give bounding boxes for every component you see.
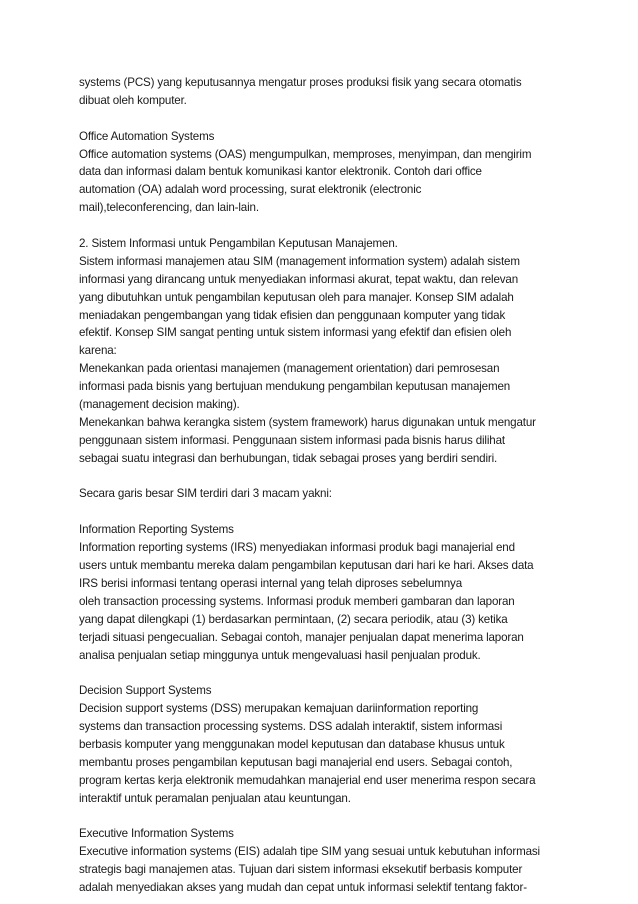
text-line: Decision support systems (DSS) merupakan kemajuan dariinformation reporting xyxy=(79,702,479,716)
irs-section xyxy=(79,521,569,664)
paragraph-gap xyxy=(79,503,569,521)
text-line: Menekankan pada orientasi manajemen (management orientation) dari pemrosesan xyxy=(79,362,500,376)
paragraph-gap xyxy=(79,808,569,826)
text-line: systems (PCS) yang keputusannya mengatur proses produksi fisik yang secara otomatis xyxy=(79,76,522,89)
paragraph-gap xyxy=(79,110,569,128)
text-line: membantu proses pengambilan keputusan bagi manajerial end users. Sebagai contoh, xyxy=(79,755,513,769)
text-line: sebagai suatu integrasi dan berhubungan, tidak sebagai proses yang berdiri sendiri. xyxy=(79,451,498,465)
sim-types-intro xyxy=(79,485,569,503)
text-line: terjadi situasi pengecualian. Sebagai contoh, manajer penjualan dapat menerima laporan xyxy=(79,630,524,644)
paragraph-gap xyxy=(79,664,569,682)
text-line: automation (OA) adalah word processing, surat elektronik (electronic xyxy=(79,183,422,197)
text-line: adalah menyediakan akses yang mudah dan cepat untuk informasi selektif tentang faktor- xyxy=(79,881,527,895)
text-line: oleh transaction processing systems. Informasi produk memberi gambaran dan laporan xyxy=(79,594,515,608)
text-line: program kertas kerja elektronik memudahkan manajerial end user menerima respon secara xyxy=(79,773,536,787)
text-line: Information Reporting Systems xyxy=(79,523,234,537)
sim-section xyxy=(79,235,569,468)
text-line: meniadakan pengembangan yang tidak efisien dan penggunaan komputer yang tidak xyxy=(79,308,506,322)
text-line: Information reporting systems (IRS) menyediakan informasi produk bagi manajerial end xyxy=(79,541,515,555)
oas-section xyxy=(79,128,569,217)
text-line: interaktif untuk peramalan penjualan atau keuntungan. xyxy=(79,791,351,805)
paragraph-gap xyxy=(79,468,569,486)
text-line: dibuat oleh komputer. xyxy=(79,93,187,107)
text-line: data dan informasi dalam bentuk komunikasi kantor elektronik. Contoh dari office xyxy=(79,165,482,179)
text-line: yang dapat dilengkapi (1) berdasarkan permintaan, (2) secara periodik, atau (3) ketika xyxy=(79,612,508,626)
text-line: informasi yang dirancang untuk menyediakan informasi akurat, tepat waktu, dan relevan xyxy=(79,272,519,286)
text-line: 2. Sistem Informasi untuk Pengambilan Keputusan Manajemen. xyxy=(79,237,398,251)
text-line: Executive information systems (EIS) adalah tipe SIM yang sesuai untuk kebutuhan informasi xyxy=(79,845,540,859)
text-line: yang dibutuhkan untuk pengambilan keputusan oleh para manajer. Konsep SIM adalah xyxy=(79,290,514,304)
text-line: Decision Support Systems xyxy=(79,684,212,698)
text-line: IRS berisi informasi tentang operasi internal yang telah diproses sebelumnya xyxy=(79,576,463,590)
text-line: users untuk membantu mereka dalam pengambilan keputusan dari hari ke hari. Akses data xyxy=(79,559,534,573)
text-line: penggunaan sistem informasi. Penggunaan sistem informasi pada bisnis harus dilihat xyxy=(79,433,505,447)
text-line: (management decision making). xyxy=(79,398,240,412)
text-line: Sistem informasi manajemen atau SIM (management information system) adalah sistem xyxy=(79,254,520,268)
document-page xyxy=(79,74,569,897)
text-line: Secara garis besar SIM terdiri dari 3 macam yakni: xyxy=(79,487,332,501)
text-line: Executive Information Systems xyxy=(79,827,234,841)
text-line: karena: xyxy=(79,344,117,358)
text-line: systems dan transaction processing systems. DSS adalah interaktif, sistem informasi xyxy=(79,720,503,734)
text-line: Office Automation Systems xyxy=(79,129,215,143)
text-line: mail),teleconferencing, dan lain-lain. xyxy=(79,201,259,215)
text-line: Menekankan bahwa kerangka sistem (system framework) harus digunakan untuk mengatur xyxy=(79,415,536,429)
eis-section xyxy=(79,825,569,897)
text-line: efektif. Konsep SIM sangat penting untuk sistem informasi yang efektif dan efisien oleh xyxy=(79,326,512,340)
text-line: strategis bagi manajemen atas. Tujuan dari sistem informasi eksekutif berbasis komputer xyxy=(79,863,523,877)
text-line: berbasis komputer yang menggunakan model keputusan dan database khusus untuk xyxy=(79,737,505,751)
text-line: analisa penjualan setiap minggunya untuk mengevaluasi hasil penjualan produk. xyxy=(79,648,481,662)
intro-paragraph xyxy=(79,74,569,110)
text-line: informasi pada bisnis yang bertujuan mendukung pengambilan keputusan manajemen xyxy=(79,380,511,394)
text-line: Office automation systems (OAS) mengumpulkan, memproses, menyimpan, dan mengirim xyxy=(79,147,532,161)
dss-section xyxy=(79,682,569,807)
paragraph-gap xyxy=(79,217,569,235)
